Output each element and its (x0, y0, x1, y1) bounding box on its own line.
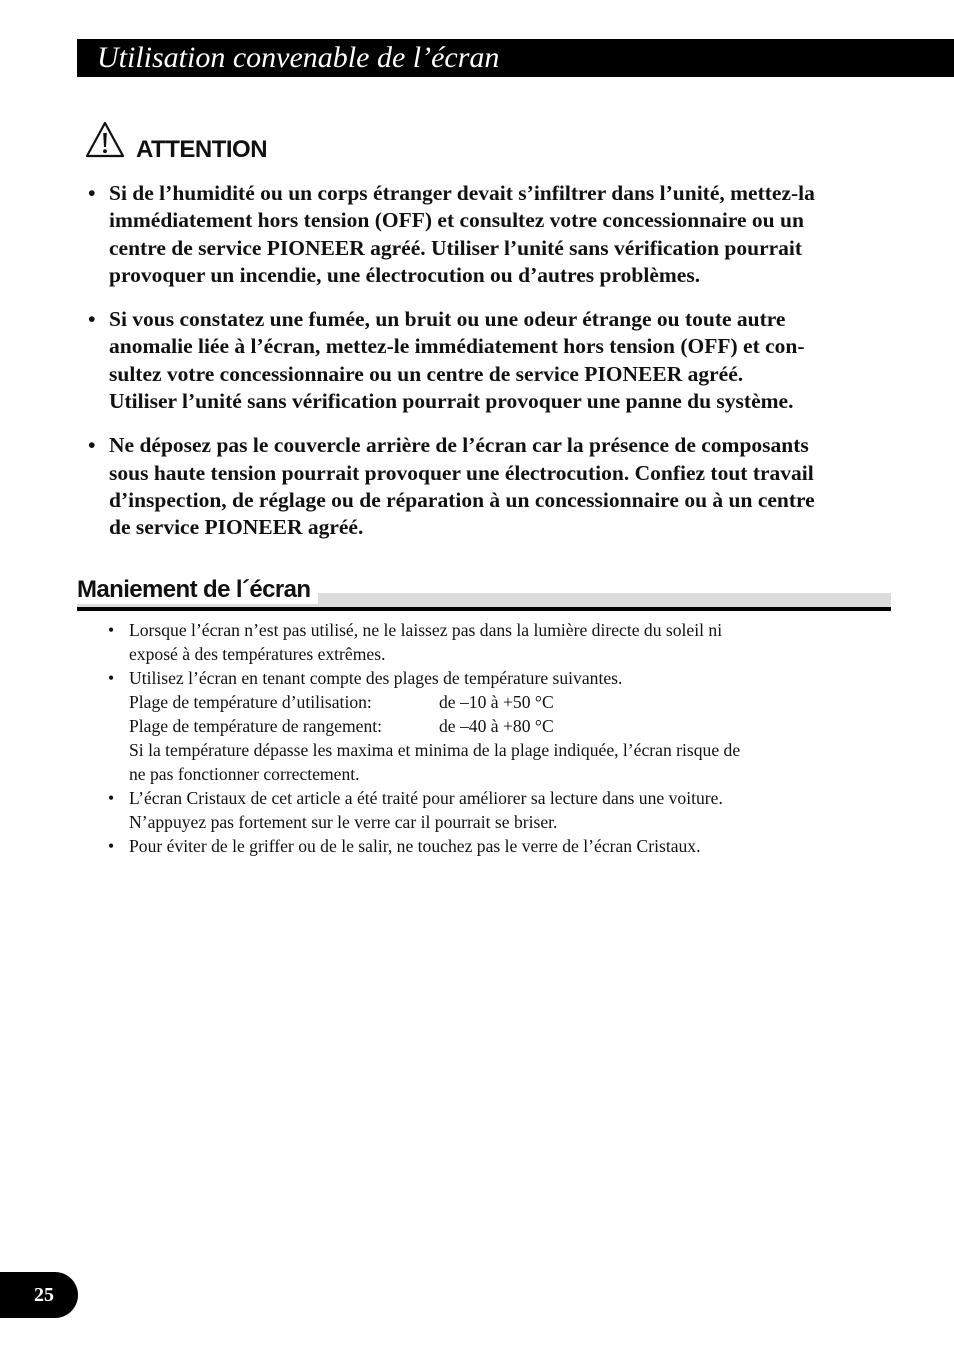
bullet: • (108, 836, 115, 856)
section-rule (77, 607, 891, 611)
page-title: Utilisation convenable de l’écran (97, 41, 500, 74)
temperature-row (129, 690, 868, 714)
page-number-tab (0, 1272, 78, 1318)
temperature-value: de –10 à +50 °C (439, 692, 554, 712)
bullet: • (88, 307, 96, 332)
attention-item (88, 180, 868, 289)
bullet: • (108, 620, 115, 640)
temperature-label: Plage de température d’utilisation: (129, 692, 372, 712)
warning-triangle-icon (84, 120, 126, 160)
attention-list (88, 180, 868, 559)
list-item (108, 834, 868, 858)
text-line: provoquer un incendie, une électrocution ou d’autres problèmes. (109, 262, 701, 287)
text-line: Si la température dépasse les maxima et minima de la plage indiquée, l’écran risque de (129, 740, 741, 760)
text-line: Lorsque l’écran n’est pas utilisé, ne le laissez pas dans la lumière directe du soleil ni (129, 620, 723, 640)
text-line: Ne déposez pas le couvercle arrière de l’écran car la présence de composants (109, 433, 809, 458)
section-title: Maniement de l´écran (77, 576, 318, 604)
text-line: sous haute tension pourrait provoquer une électrocution. Confiez tout travail (109, 460, 814, 485)
section-heading (77, 575, 891, 613)
bullet: • (88, 181, 96, 205)
text-line: L’écran Cristaux de cet article a été traité pour améliorer sa lecture dans une voiture. (129, 788, 723, 808)
text-line: Pour éviter de le griffer ou de le salir, ne touchez pas le verre de l’écran Cristaux. (129, 836, 701, 856)
text-line: exposé à des températures extrêmes. (129, 644, 386, 664)
text-line: Si de l’humidité ou un corps étranger devait s’infiltrer dans l’unité, mettez-la (109, 181, 815, 205)
text-line: centre de service PIONEER agréé. Utiliser l’unité sans vérification pourrait (109, 235, 803, 260)
text-line: immédiatement hors tension (OFF) et consultez votre concessionnaire ou un (109, 208, 804, 233)
attention-item (88, 432, 868, 541)
attention-item (88, 306, 868, 415)
text-line: anomalie liée à l’écran, mettez-le immédiatement hors tension (OFF) et con- (109, 334, 805, 359)
bullet: • (108, 668, 115, 688)
text-line: d’inspection, de réglage ou de réparation à un concessionnaire ou à un centre (109, 487, 815, 512)
list-item (108, 666, 868, 786)
page-number: 25 (34, 1284, 54, 1306)
temperature-label: Plage de température de rangement: (129, 716, 383, 736)
text-line: Si vous constatez une fumée, un bruit ou une odeur étrange ou toute autre (109, 307, 786, 332)
list-item (108, 618, 868, 666)
temperature-value: de –40 à +80 °C (439, 716, 554, 736)
text-line: Utilisez l’écran en tenant compte des plages de température suivantes. (129, 668, 623, 688)
page-header-bar (77, 39, 954, 77)
text-line: ne pas fonctionner correctement. (129, 764, 360, 784)
attention-label: ATTENTION (136, 136, 268, 163)
text-line: Utiliser l’unité sans vérification pourrait provoquer une panne du système. (109, 389, 794, 414)
handling-list (108, 618, 868, 858)
text-line: sultez votre concessionnaire ou un centre de service PIONEER agréé. (109, 361, 744, 386)
bullet: • (88, 433, 96, 458)
text-line: de service PIONEER agréé. (109, 515, 364, 540)
list-item (108, 786, 868, 834)
bullet: • (108, 788, 115, 808)
text-line: N’appuyez pas fortement sur le verre car il pourrait se briser. (129, 812, 558, 832)
temperature-row (129, 714, 868, 738)
